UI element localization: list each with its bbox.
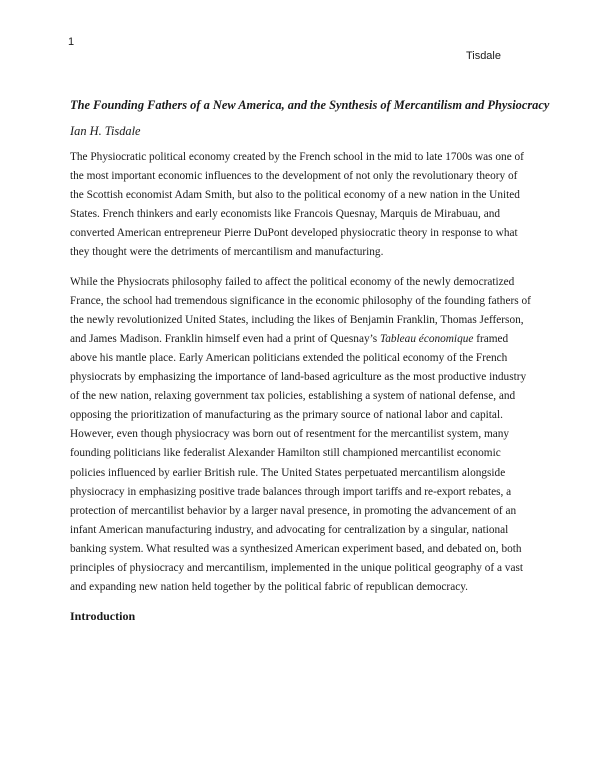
document-body — [70, 96, 550, 625]
section-heading-introduction: Introduction — [70, 609, 136, 624]
author-name: Ian H. Tisdale — [70, 124, 141, 138]
page-number: 1 — [68, 36, 75, 48]
paper-title: The Founding Fathers of a New America, and the Synthesis of Mercantilism and Physiocracy — [70, 98, 550, 112]
abstract-paragraph-2 — [70, 273, 532, 598]
abstract-paragraph-1: The Physiocratic political economy created by the French school in the mid to late 1700s was one of the most important economic influences to the development of not only the revolutionary theory of the Scottish economist Adam Smith, but also to the political economy of a new nation in the United States. French thinkers and early economists like Francois Quesnay, Marquis de Mirabuau, and converted American entrepreneur Pierre DuPont developed physiocratic theory in response to what they thought were the detriments of mercantilism and manufacturing. — [70, 151, 524, 259]
paragraph-2-text-after: framed above his mantle place. Early American politicians extended the political economy of the French physiocrats by emphasizing the importance of land-based agriculture as the most productive industry of the new nation, relaxing government tax policies, establishing a system of national defense, and opposing the prioritization of manufacturing as the primary source of national labor and capital. However, even though physiocracy was born out of resentment for the mercantilist system, many founding politicians like federalist Alexander Hamilton still championed mercantilist economic policies influenced by earlier British rule. The United States perpetuated mercantilism alongside physiocracy in emphasizing positive trade balances through import tariffs and re-export rebates, a protection of mercantilist behavior by a larger naval presence, in promoting the advancement of an infant American manufacturing industry, and advocating for centralization by a singular, national banking system. What resulted was a synthesized American experiment based, and debated on, both principles of physiocracy and mercantilism, implemented in the unique political geography of a vast and expanding new nation held together by the political fabric of republican democracy. — [70, 332, 527, 594]
tableau-economique-title: Tableau économique — [379, 332, 474, 345]
paragraph-2-text-before: While the Physiocrats philosophy failed to affect the political economy of the newly democratized France, the school had tremendous significance in the economic philosophy of the founding fathers of the newly revolutionized United States, including the likes of Benjamin Franklin, Thomas Jefferson, and James Madison. Franklin himself even had a print of Quesnay’s — [70, 275, 531, 345]
running-head: Tisdale — [465, 50, 501, 62]
